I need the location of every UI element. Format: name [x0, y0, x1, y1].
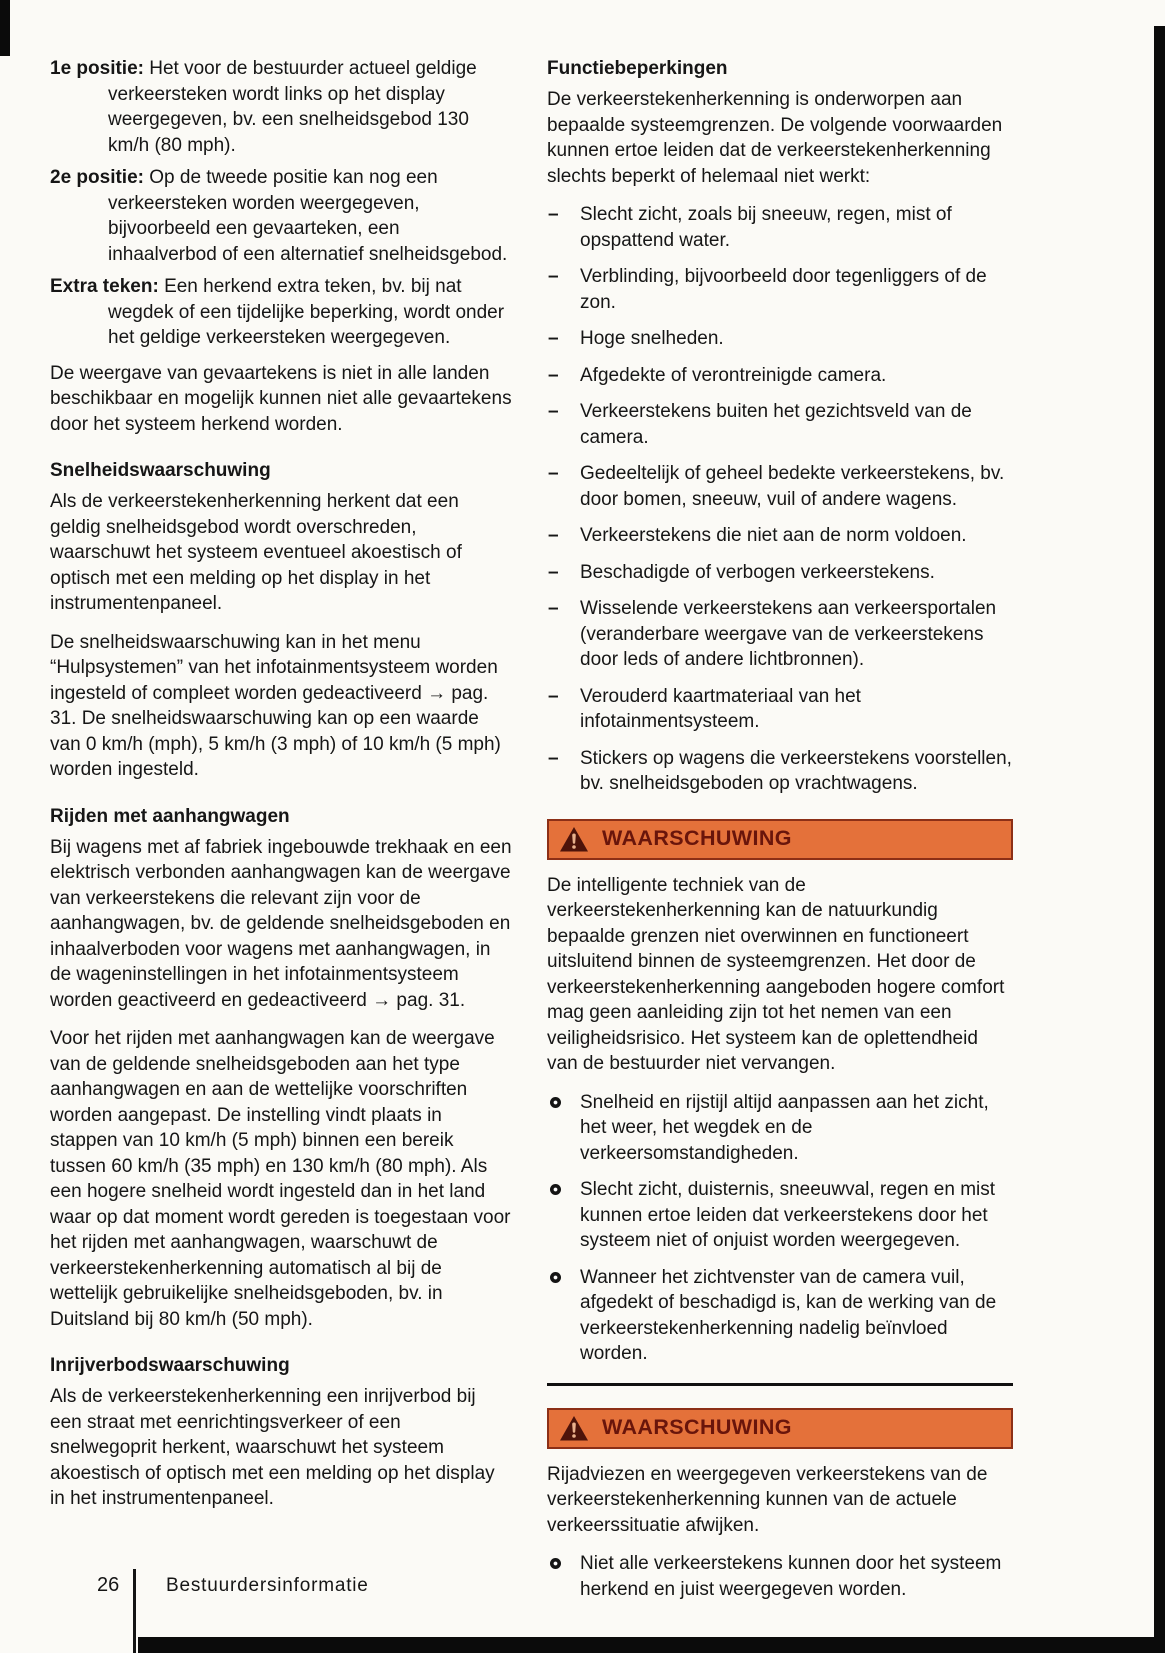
list-item	[547, 1265, 1013, 1367]
list-item	[547, 684, 1013, 735]
warning-header	[547, 819, 1013, 860]
paragraph-inrijverbod: Als de verkeerstekenherkenning een inrijverbod bij een straat met eenrichtingsverkeer of een snelwegoprit herkent, waarschuwt het systeem akoestisch of optisch met een melding op het display in het instrumentenpaneel.	[50, 1386, 495, 1509]
dash-marker: –	[548, 463, 559, 484]
bullet-icon	[550, 1097, 561, 1108]
footer-divider	[133, 1569, 136, 1653]
warning-paragraph: De intelligente techniek van de verkeerstekenherkenning kan de natuurkundig bepaalde grenzen niet overwinnen en functioneert uitsluitend binnen de systeemgrenzen. Het door de verkeerstekenherkenning aangeboden hogere comfort mag geen aanleiding zijn tot het nemen van een veiligheidsrisico. Het systeem kan de oplettendheid van de bestuurder niet vervangen.	[547, 874, 1005, 1074]
dash-marker: –	[548, 525, 559, 546]
warning-bullet-list	[547, 1090, 1013, 1367]
right-column	[547, 56, 1013, 1613]
heading-functiebeperkingen: Functiebeperkingen	[547, 58, 728, 79]
bullet-icon	[550, 1558, 561, 1569]
list-item	[547, 746, 1013, 797]
list-item	[547, 202, 1013, 253]
list-item-text: Snelheid en rijstijl altijd aanpassen aan het zicht, het weer, het wegdek en de verkeersomstandigheden.	[580, 1091, 989, 1164]
footer-page-number: 26	[97, 1574, 120, 1596]
scan-edge-top-left	[0, 0, 10, 56]
list-item-text: Gedeeltelijk of geheel bedekte verkeerstekens, bv. door bomen, sneeuw, vuil of andere wagens.	[580, 463, 1005, 510]
list-item	[547, 326, 1013, 352]
warning-title: WAARSCHUWING	[602, 1415, 792, 1440]
heading-rijden-met-aanhangwagen: Rijden met aanhangwagen	[50, 805, 290, 827]
definition-term: 1e positie:	[50, 58, 144, 79]
list-item	[547, 399, 1013, 450]
list-item-text: Slecht zicht, duisternis, sneeuwval, regen en mist kunnen ertoe leiden dat verkeerstekens door het systeem niet of onjuist worden weergegeven.	[580, 1179, 996, 1251]
warning-box-1	[547, 819, 1013, 1386]
paragraph-aanhangwagen-2: Voor het rijden met aanhangwagen kan de weergave van de geldende snelheidsgeboden aan het type aanhangwagen en aan de wettelijke voorschriften worden aangepast. De instelling vindt plaats in stappen van 10 km/h (5 mph) binnen een bereik tussen 60 km/h (35 mph) en 130 km/h (80 mph). Als een hogere snelheid wordt ingesteld dan in het land waar op dat moment wordt gereden is toegestaan voor het rijden met aanhangwagen, waarschuwt de verkeerstekenherkenning automatisch al bij de wettelijk gebruikelijke snelheidsgeboden, bv. in Duitsland bij 80 km/h (50 mph).	[50, 1028, 511, 1330]
bullet-icon	[550, 1184, 561, 1195]
definition-text: Het voor de bestuurder actueel geldige verkeersteken wordt links op het display weergegeven, bv. een snelheidsgebod 130 km/h (80 mph).	[108, 58, 477, 156]
definition-item	[50, 56, 512, 158]
list-item-text: Hoge snelheden.	[580, 328, 724, 349]
warning-paragraph: Rijadviezen en weergegeven verkeerstekens van de verkeerstekenherkenning kunnen van de actuele verkeerssituatie afwijken.	[547, 1463, 988, 1536]
warning-body	[547, 1449, 1013, 1603]
warning-title: WAARSCHUWING	[602, 826, 792, 851]
definition-item	[50, 165, 512, 267]
paragraph-aanhangwagen-1: Bij wagens met af fabriek ingebouwde trekhaak en een elektrisch verbonden aanhangwagen kan de weergave van verkeerstekens die relevant zijn voor de aanhangwagen, bv. de geldende snelheidsgeboden en inhaalverboden voor wagens met aanhangwagen, in de wageninstellingen in het infotainmentsysteem worden geactiveerd en gedeactiveerd → pag. 31.	[50, 836, 512, 1011]
dash-marker: –	[548, 266, 559, 287]
heading-snelheidswaarschuwing: Snelheidswaarschuwing	[50, 460, 271, 481]
list-item-text: Verkeerstekens buiten het gezichtsveld van de camera.	[580, 401, 972, 448]
paragraph-gevaartekens: De weergave van gevaartekens is niet in alle landen beschikbaar en mogelijk kunnen niet alle gevaartekens door het systeem herkend worden.	[50, 362, 512, 435]
paragraph-functie-intro: De verkeerstekenherkenning is onderworpen aan bepaalde systeemgrenzen. De volgende voorwaarden kunnen ertoe leiden dat de verkeerstekenherkenning slechts beperkt of helemaal niet werkt:	[547, 89, 1003, 187]
list-item	[547, 264, 1013, 315]
scan-edge-bottom	[138, 1637, 1165, 1653]
dash-marker: –	[548, 598, 559, 619]
list-item	[547, 523, 1013, 549]
definition-text: Een herkend extra teken, bv. bij nat wegdek of een tijdelijke beperking, wordt onder het geldige verkeersteken weergegeven.	[108, 276, 505, 348]
list-item-text: Verkeerstekens die niet aan de norm voldoen.	[580, 525, 967, 546]
dash-marker: –	[548, 747, 559, 769]
warning-box-2	[547, 1408, 1013, 1603]
definition-term: 2e positie:	[50, 167, 144, 188]
list-item	[547, 1090, 1013, 1167]
dash-marker: –	[548, 204, 559, 225]
list-item-text: Afgedekte of verontreinigde camera.	[580, 364, 887, 386]
scan-edge-right	[1154, 26, 1165, 1653]
list-item-text: Niet alle verkeerstekens kunnen door het systeem herkend en juist weergegeven worden.	[580, 1553, 1002, 1600]
definition-text: Op de tweede positie kan nog een verkeersteken worden weergegeven, bijvoorbeeld een gevaarteken, een inhaalverbod of een alternatief snelheidsgebod.	[108, 167, 508, 265]
list-item	[547, 461, 1013, 512]
list-item-text: Stickers op wagens die verkeerstekens voorstellen, bv. snelheidsgeboden op vrachtwagens.	[580, 747, 1012, 794]
list-item	[547, 596, 1013, 673]
list-item	[547, 1177, 1013, 1254]
bullet-icon	[550, 1272, 561, 1283]
limitations-list	[547, 202, 1013, 797]
definition-item	[50, 274, 512, 351]
list-item-text: Verouderd kaartmateriaal van het infotainmentsysteem.	[580, 685, 861, 732]
dash-marker: –	[548, 328, 559, 349]
dash-marker: –	[548, 561, 559, 583]
paragraph-snelheid-2: De snelheidswaarschuwing kan in het menu “Hulpsystemen” van het infotainmentsysteem worden ingesteld of compleet worden gedeactiveerd → pag. 31. De snelheidswaarschuwing kan op een waarde van 0 km/h (mph), 5 km/h (3 mph) of 10 km/h (5 mph) worden ingesteld.	[50, 631, 501, 780]
list-item	[547, 363, 1013, 389]
definition-term: Extra teken:	[50, 276, 159, 297]
list-item	[547, 560, 1013, 586]
warning-triangle-icon	[559, 826, 589, 853]
warning-header	[547, 1408, 1013, 1449]
list-item	[547, 1551, 1013, 1602]
left-column	[50, 56, 512, 1525]
warning-body	[547, 860, 1013, 1386]
dash-marker: –	[548, 685, 559, 707]
warning-triangle-icon	[559, 1415, 589, 1442]
list-item-text: Wisselende verkeerstekens aan verkeersportalen (veranderbare weergave van de verkeerstekens door leds of andere lichtbronnen).	[580, 598, 997, 670]
dash-marker: –	[548, 401, 559, 422]
list-item-text: Wanneer het zichtvenster van de camera vuil, afgedekt of beschadigd is, kan de werking van de verkeerstekenherkenning nadelig beïnvloed worden.	[580, 1266, 997, 1364]
heading-inrijverbodswaarschuwing: Inrijverbodswaarschuwing	[50, 1355, 290, 1376]
list-item-text: Beschadigde of verbogen verkeerstekens.	[580, 561, 935, 583]
paragraph-snelheid-1: Als de verkeerstekenherkenning herkent dat een geldig snelheidsgebod wordt overschreden, waarschuwt het systeem eventueel akoestisch of optisch met een melding op het display in het instrumentenpaneel.	[50, 491, 462, 614]
list-item-text: Verblinding, bijvoorbeeld door tegenliggers of de zon.	[580, 266, 987, 313]
warning-bullet-list	[547, 1551, 1013, 1602]
dash-marker: –	[548, 364, 559, 386]
list-item-text: Slecht zicht, zoals bij sneeuw, regen, mist of opspattend water.	[580, 204, 952, 251]
footer-section-title: Bestuurdersinformatie	[166, 1575, 369, 1596]
